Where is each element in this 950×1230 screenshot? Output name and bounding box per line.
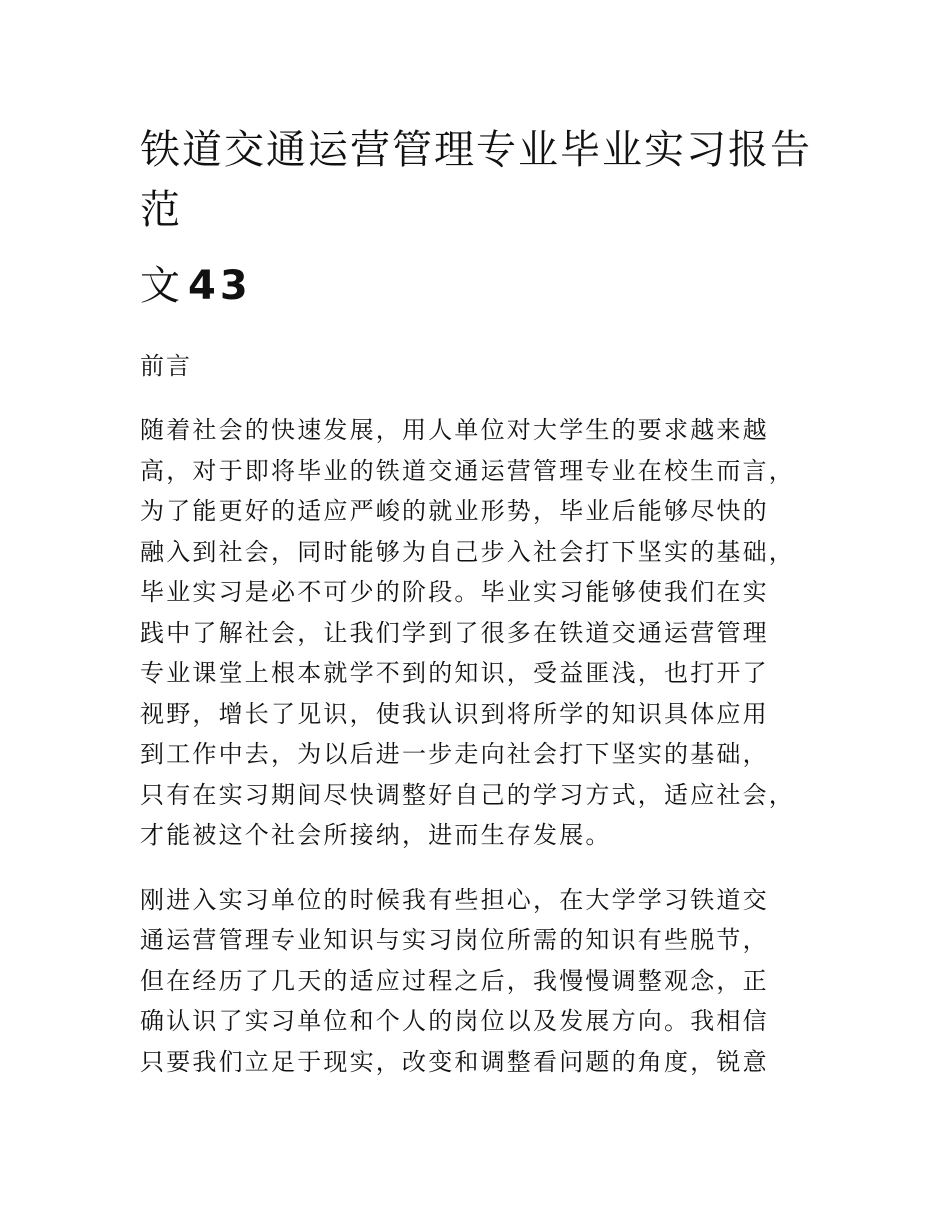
paragraph-1 [140,410,812,856]
title-number: 43 [188,263,252,309]
paragraph-line: 随着社会的快速发展，用人单位对大学生的要求越来越 [140,416,769,444]
paragraph-line: 视野，增长了见识，使我认识到将所学的知识具体应用 [140,699,769,728]
paragraph-line: 毕业实习是必不可少的阶段。毕业实习能够使我们在实 [140,578,769,606]
paragraph-line: 通运营管理专业知识与实习岗位所需的知识有些脱节， [140,926,769,954]
paragraph-line: 践中了解社会，让我们学到了很多在铁道交通运营管理 [140,618,769,647]
paragraph-line: 只有在实习期间尽快调整好自己的学习方式，适应社会， [140,780,795,809]
paragraph-line: 确认识了实习单位和个人的岗位以及发展方向。我相信 [140,1007,769,1035]
document-title-continued [140,256,812,316]
paragraph-line: 到工作中去，为以后进一步走向社会打下坚实的基础， [140,740,769,768]
document-title: 铁道交通运营管理专业毕业实习报告范 [140,127,812,233]
paragraph-line: 但在经历了几天的适应过程之后，我慢慢调整观念，正 [140,966,769,995]
title-text: 文 [140,263,182,309]
paragraph-line: 只要我们立足于现实，改变和调整看问题的角度，锐意 [140,1047,769,1076]
document-page [140,120,812,1082]
paragraph-line: 专业课堂上根本就学不到的知识，受益匪浅，也打开了 [140,659,769,687]
paragraph-line: 高，对于即将毕业的铁道交通运营管理专业在校生而言， [140,456,795,485]
section-heading-preface: 前言 [140,352,192,380]
paragraph-line: 为了能更好的适应严峻的就业形势，毕业后能够尽快的 [140,497,769,525]
paragraph-line: 融入到社会，同时能够为自己步入社会打下坚实的基础， [140,537,795,566]
paragraph-2 [140,880,812,1083]
paragraph-line: 才能被这个社会所接纳，进而生存发展。 [140,821,612,849]
paragraph-line: 刚进入实习单位的时候我有些担心，在大学学习铁道交 [140,885,769,914]
